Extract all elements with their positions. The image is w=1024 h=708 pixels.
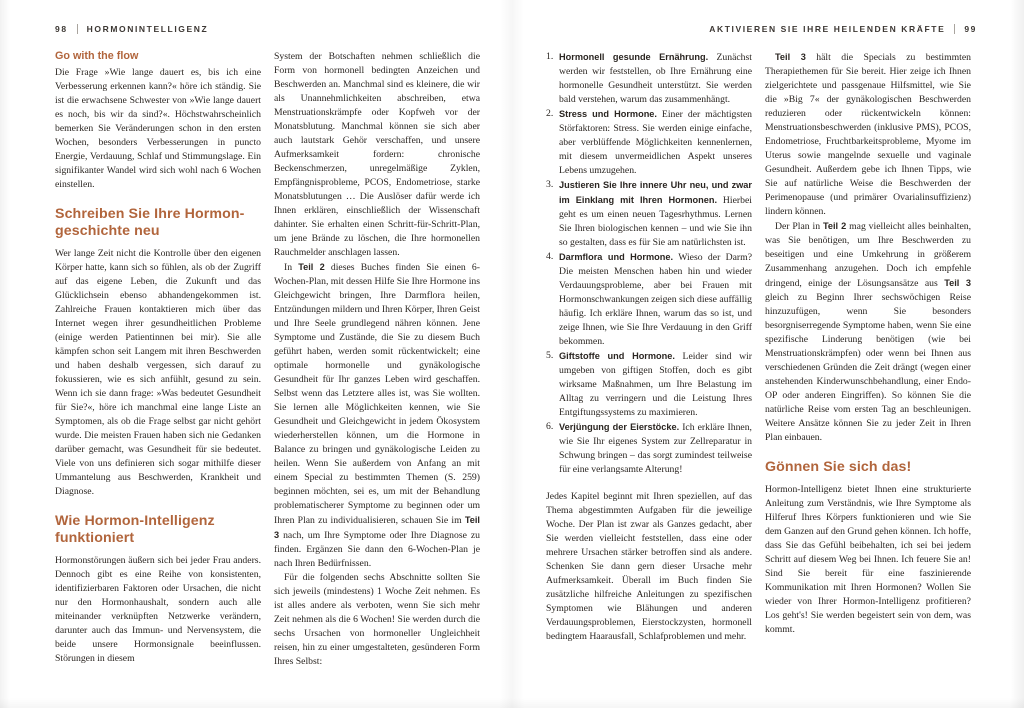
list-lead: Stress und Hormone. xyxy=(559,109,657,119)
list-number: 3. xyxy=(546,179,554,190)
list-number: 1. xyxy=(546,51,554,62)
right-column-1 xyxy=(546,50,752,700)
list-lead: Darmflora und Hormone. xyxy=(559,252,674,262)
running-head-right xyxy=(546,22,977,36)
paragraph: Hormonstörungen äußern sich bei jeder Frau anders. Dennoch gibt es eine Reihe von konsistenten, identifizierbaren Faktoren oder Ursachen, die nicht nur den Hormonhaushalt, sondern auch alle miteinander verknüpften Netzwerke verändern, darunter auch das Immun- und Nervensystem, die beide unsere Hormonsignale beeinflussen. Störungen in diesem xyxy=(55,555,261,664)
list-text: Zunächst werden wir feststellen, ob Ihre Ernährung eine hormonelle Gesundheit unterstützt. Sie werden bald verstehen, warum das zusammenhängt. xyxy=(559,52,752,105)
list-item xyxy=(546,107,752,178)
page-right xyxy=(512,0,1024,708)
list-number: 5. xyxy=(546,350,554,361)
page-number-right: 99 xyxy=(964,24,977,34)
list-text: Hierbei geht es um einen neuen Tagesrhythmus. Lernen Sie Ihren biologischen kennen – und wie Sie ihn so gestalten, dass es für Sie am natürlichsten ist. xyxy=(559,195,752,248)
list-lead: Justieren Sie Ihre innere Uhr neu, und zwar im Einklang mit Ihren Hormonen. xyxy=(559,180,752,205)
paragraph: Die Frage »Wie lange dauert es, bis ich eine Verbesserung erkennen kann?« höre ich ständig. Sie ist die erwachsene Schwester von »Wie lange dauert es noch, bis wir da sind?«. Höchstwahrscheinlich bemerken Sie Veränderungen schon in den ersten Wochen, besonders Verbesserungen in puncto Energie, Verdauung, Schlaf und Stimmungslage. Ein signifikanter Wandel wird sich wohl nach 6 Wochen einstellen. xyxy=(55,67,261,190)
running-head-left xyxy=(55,22,487,36)
paragraph: System der Botschaften nehmen schließlich die Form von hormonell bedingten Anzeichen und Beschwerden an. Manchmal sind es kleinere, die wir als Unannehmlichkeiten abschreiben, etwa Menstruationskrämpfe oder Kopfweh vor der Monatsblutung. Manchmal können sie sich aber auch lautstark Gehör verschaffen, und unsere Aufmerksamkeit fordern: chronische Beckenschmerzen, unregelmäßige Zyklen, Empfängnisprobleme, PCOS, Endometriose, starke Monatsblutungen … Die Auslöser dafür werde ich Ihnen erklären, einschließlich der Wissenschaft dahinter. Sie erhalten einen Schritt-für-Schritt-Plan, um jene Brände zu löschen, die Ihre hormonellen Rauchmelder anschlagen lassen. xyxy=(274,51,480,258)
section-heading-goennen-sie-sich-das: Gönnen Sie sich das! xyxy=(765,459,912,475)
section-heading-wie-hormon-intelligenz: Wie Hormon-Intelligenz funktioniert xyxy=(55,513,215,546)
list-text: Wieso der Darm? Die meisten Menschen haben hin und wieder Verdauungsprobleme, aber bei Frauen mit Hormonschwankungen zeigen sich diese auffällig häufig. Ich erkläre Ihnen, warum das so ist, und zeige Ihnen, wie Sie Ihre Verdauung in den Griff bekommen. xyxy=(559,252,752,347)
six-week-plan-list xyxy=(546,50,752,477)
paragraph: Hormon-Intelligenz bietet Ihnen eine strukturierte Anleitung zum Verständnis, wie Ihre Symptome als Hilferuf Ihres Körpers funktionieren und wie Sie dem Ganzen auf den Grund gehen können. Ich hoffe, dass Sie das Gefühl beibehalten, ich sei bei jedem Schritt auf diesem Weg bei Ihnen. Ich feuere Sie an! Sind Sie bereit für eine faszinierende Kommunikation mit Ihren Hormonen? Wollen Sie wieder von Ihrer Hormon-Intelligenz profitieren? Los geht's! Sie werden begeistert sein von dem, was kommt. xyxy=(765,484,971,635)
left-page-columns xyxy=(55,50,487,700)
left-column-2 xyxy=(274,50,480,700)
paragraph: Jedes Kapitel beginnt mit Ihren speziellen, auf das Thema abgestimmten Aufgaben für die jeweilige Woche. Der Plan ist zwar als Ganzes gedacht, aber Sie werden vielleicht feststellen, dass eine oder mehrere Ursachen stärker betroffen sind als andere. Schenken Sie dann gern dieser Ursache mehr Aufmerksamkeit. Überall im Buch finden Sie zusätzliche hilfreiche Anleitungen zu spezifischen Symptomen wie Blähungen und anderen Verdauungsproblemen, Eierstockzysten, hormonell bedingtem Haarausfall, Schlafproblemen und mehr. xyxy=(546,491,752,642)
list-lead: Giftstoffe und Hormone. xyxy=(559,351,675,361)
section-heading-hormongeschichte: Schreiben Sie Ihre Hormon-geschichte neu xyxy=(55,206,245,239)
right-page-columns xyxy=(546,50,977,700)
list-item xyxy=(546,50,752,107)
list-number: 2. xyxy=(546,108,554,119)
left-column-1 xyxy=(55,50,261,700)
paragraph: Der Plan in Teil 2 mag vielleicht alles beinhalten, was Sie benötigen, um Ihre Beschwerden zu beseitigen und eine Umkehrung in größerem Zusammenhang anzugehen. Doch ich empfehle dringend, einige der Lösungsansätze aus Teil 3 gleich zu Beginn Ihrer sechswöchigen Reise hinzuzufügen, wenn Sie besonders besorgniserregende Symptome haben, wenn Sie eine spezifische Linderung benötigen (wie bei Menstruationskrämpfen) oder wenn bei Ihnen aus verschiedenen Gründen die Zeit drängt (wegen einer anstehenden Kinderwunschbehandlung, einer Endo-OP oder anderen Eingriffen). So können Sie die natürliche Reise vom ersten Tag an beschleunigen. Weitere Ansätze können Sie zu jeder Zeit in Ihren Plan einbauen. xyxy=(765,221,971,443)
header-divider xyxy=(954,24,955,34)
paragraph: Wer lange Zeit nicht die Kontrolle über den eigenen Körper hatte, kann sich so fühlen, als ob der Zugriff auf das eigene Leben, die Zukunft und das Glücklichsein ebenso abhandengekommen ist. Zahlreiche Frauen kontaktieren mich über das Internet wegen ihrer gesundheitlichen Probleme (einige werden Patientinnen bei mir). Sie alle kämpfen schon seit Langem mit ihren Beschwerden und haben deshalb vergessen, sich darauf zu fokussieren, wie es sich anfühlt, gesund zu sein. Wenn ich sie dann frage: »Was bedeutet Gesundheit für Sie?«, höre ich manchmal eine lange Liste an Symptomen, als ob die Frage selbst gar nicht gehört wurde. Die meisten Frauen haben sich nie Gedanken darüber gemacht, was Gesundheit für sie bedeutet. Viele von uns definieren sich sogar mithilfe dieser Ummantelung aus Beschwerden, Krankheit und Diagnose. xyxy=(55,248,261,497)
list-lead: Verjüngung der Eierstöcke. xyxy=(559,422,680,432)
right-column-2 xyxy=(765,50,971,700)
list-item xyxy=(546,420,752,477)
list-item xyxy=(546,250,752,349)
running-title-left: HORMONINTELLIGENZ xyxy=(86,24,209,34)
list-item xyxy=(546,178,752,250)
paragraph: In Teil 2 dieses Buches finden Sie einen 6-Wochen-Plan, mit dessen Hilfe Sie Ihre Hormone ins Gleichgewicht bringen, Ihre Darmflora heilen, Entzündungen mildern und Ihren Körper, Ihren Geist und Ihre Seele grundlegend nähren können. Jene Symptome und Zustände, die Sie zu diesem Buch geführt haben, werden somit rückentwickelt; eine optimale hormonelle und gynäkologische Gesundheit für Ihr ganzes Leben wird geschaffen. Selbst wenn das Letztere alles ist, was Sie wollten. Sie lernen alle Möglichkeiten kennen, wie Sie Gesundheit und Gleichgewicht in jedem Ökosystem wiederherstellen können, um die Hormone in Balance zu bringen und gynäkologische Leiden zu heilen. Wenn Sie außerdem von Anfang an mit einem Special zu bestimmten Themen (S. 259) beginnen möchten, sei es, um mit der Behandlung problematischerer Symptome zu beginnen oder um Ihren Plan zu individualisieren, schauen Sie im Teil 3 nach, um Ihre Symptome oder Ihre Diagnose zu finden. Ergänzen Sie dann den 6-Wochen-Plan je nach Ihren Bedürfnissen. xyxy=(274,262,480,569)
paragraph: Für die folgenden sechs Abschnitte sollten Sie sich jeweils (mindestens) 1 Woche Zeit nehmen. Es ist alles andere als verboten, wenn Sie sich mehr Zeit nehmen als die 6 Wochen! Sie werden durch die sechs Ursachen von hormoneller Ungleichheit reisen, hin zu einer umgestalteten, gesünderen Form Ihres Selbst: xyxy=(274,572,480,667)
running-title-right: AKTIVIEREN SIE IHRE HEILENDEN KRÄFTE xyxy=(709,24,946,34)
list-item xyxy=(546,349,752,420)
page-number-left: 98 xyxy=(55,24,68,34)
list-text: Ich erkläre Ihnen, wie Sie Ihr eigenes System zur Zellreparatur in Schwung bringen – das sorgt zumindest teilweise für eine verlangsamte Alterung! xyxy=(559,422,752,475)
list-text: Leider sind wir umgeben von giftigen Stoffen, doch es gibt wirksame Maßnahmen, um Ihre Belastung im Alltag zu verringern und die Leistung Ihres Entgiftungssystems zu maximieren. xyxy=(559,351,752,418)
paragraph: Teil 3 hält die Specials zu bestimmten Therapiethemen für Sie bereit. Hier zeige ich Ihnen zielgerichtete und passgenaue Hilfsmittel, wie Sie die »Big 7« der gynäkologischen Beschwerden reduzieren oder rückentwickeln können: Menstruationsbeschwerden (inklusive PMS), PCOS, Endometriose, Fruchtbarkeitsprobleme, Myome im Uterus sowie mangelnde sexuelle und vaginale Gesundheit. Außerdem gebe ich Ihnen Tipps, wie Sie auf natürliche Weise die Beschwerden der Perimenopause (und primärer Ovarialinsuffizienz) lindern können. xyxy=(765,52,971,217)
list-number: 6. xyxy=(546,421,554,432)
list-number: 4. xyxy=(546,251,554,262)
header-divider xyxy=(77,24,78,34)
list-text: Einer der mächtigsten Störfaktoren: Stress. Sie werden einige einfache, aber verblüffende Möglichkeiten kennenlernen, mit diesem unvermeidlichen Aspekt unseres Lebens umzugehen. xyxy=(559,109,752,176)
list-lead: Hormonell gesunde Ernährung. xyxy=(559,52,709,62)
section-heading-go-with-the-flow: Go with the flow xyxy=(55,50,139,62)
